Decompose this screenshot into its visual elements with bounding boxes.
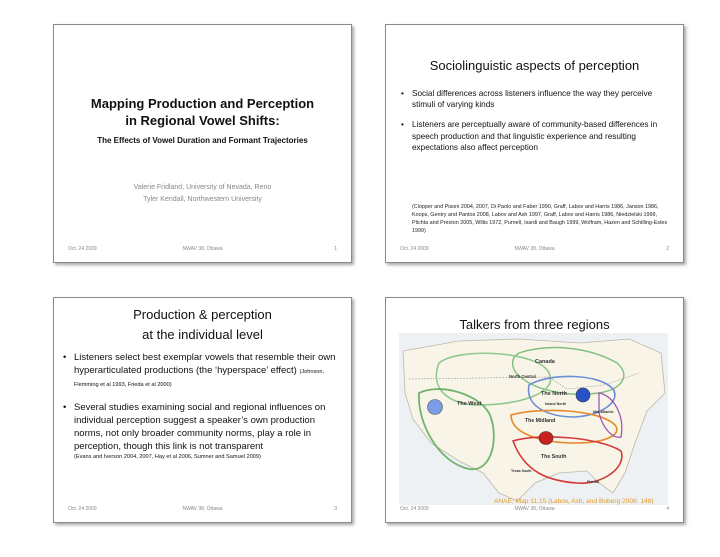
bullet-item: • Listeners are perceptually aware of community-based differences in speech production and that linguistic experience and resulting expectations also affect perception [398, 119, 669, 153]
footer-page-number: 3 [334, 506, 337, 512]
slide-footer [400, 506, 669, 516]
south-marker [539, 432, 553, 445]
bullet-list [398, 88, 669, 162]
slide-1-subtitle: The Effects of Vowel Duration and Formant Trajectories [97, 136, 308, 145]
label-canada: Canada [535, 359, 555, 365]
dialect-map [399, 333, 668, 505]
slide-3 [53, 297, 352, 523]
citation: (Johnson, Flemming et al 1993, Frieda et al 2000) [74, 369, 325, 389]
label-florida: Florida [587, 480, 599, 484]
slide-footer [68, 506, 337, 516]
title-line-1: Production & perception [133, 307, 272, 322]
footer-page-number: 1 [334, 246, 337, 252]
label-the-midland: The Midland [525, 418, 556, 424]
bullet-item [62, 401, 343, 462]
title-line-2: at the individual level [142, 327, 263, 342]
bullet-item [62, 351, 343, 391]
north-marker [576, 388, 590, 402]
footer-conference: NWAV 38, Ottawa [514, 506, 555, 512]
label-texas-south: Texas South [511, 469, 532, 473]
bullet-item: • Social differences across listeners influence the way they perceive stimuli of varying kinds [398, 88, 669, 110]
slide-footer [400, 246, 669, 256]
west-marker [428, 400, 443, 415]
label-the-west: The West [457, 401, 482, 407]
footer-conference: NWAV 38, Ottawa [182, 506, 223, 512]
label-mid-atlantic: Mid-Atlantic [593, 410, 614, 414]
title-line-2: in Regional Vowel Shifts: [125, 113, 280, 128]
slide-2-title: Sociolinguistic aspects of perception [429, 58, 640, 73]
slide-footer [68, 246, 337, 256]
bullet-text: Listeners select best exemplar vowels that resemble their own hyperarticulated productions (the ‘hyperspace’ effect) [74, 352, 336, 377]
slide-4-title: Talkers from three regions [459, 317, 610, 332]
slide-4 [385, 297, 684, 523]
footer-page-number: 4 [666, 506, 669, 512]
label-the-north: The North [541, 391, 567, 397]
citation: (Evans and Iverson 2004, 2007, Hay et al 2006, Sumner and Samuel 2009) [74, 454, 261, 461]
footer-conference: NWAV 38, Ottawa [514, 246, 555, 252]
dialect-map-svg [399, 333, 668, 505]
footer-date: Oct. 24 2009 [400, 246, 429, 252]
map-caption: ANAE, Map 11.15 (Labov, Ash, and Boberg 2006: 148) [494, 498, 654, 505]
title-line-1: Mapping Production and Perception [90, 96, 315, 111]
slide-2 [385, 24, 684, 263]
bullet-text: Several studies examining social and regional influences on individual perception suggest a speaker’s own production norms, not only broader community norms, play a role in perception, though this link is not transparent [74, 401, 326, 453]
slide-3-title [54, 305, 351, 345]
label-north-central: North Central [509, 374, 536, 379]
label-inland-north: Inland North [545, 402, 567, 406]
footer-date: Oct. 24 2009 [400, 506, 429, 512]
bullet-list [62, 351, 343, 471]
references: (Clopper and Pisoni 2004, 2007, Di Paolo and Faber 1990, Graff, Labov and Harris 1986, Janson 1986, Koops, Gentry and Pantos 2008, Labov and Ash 1997, Graff, Labov and Harris 1986, Niedzielski 1999, Plichta and Preston 2005, Willis 1972, Purnell, Isardi and Baugh 1999, Wolfram, Hazen and Schilling-Estes 1999) [412, 204, 668, 234]
footer-page-number: 2 [666, 246, 669, 252]
label-the-south: The South [541, 454, 567, 460]
author-2: Tyler Kendall, Northwestern University [143, 196, 262, 203]
footer-date: Oct. 24 2009 [68, 246, 97, 252]
slide-1 [53, 24, 352, 263]
footer-conference: NWAV 38, Ottawa [182, 246, 223, 252]
author-1: Valerie Fridland, University of Nevada, Reno [133, 184, 272, 191]
slide-1-title [64, 95, 341, 129]
footer-date: Oct. 24 2009 [68, 506, 97, 512]
